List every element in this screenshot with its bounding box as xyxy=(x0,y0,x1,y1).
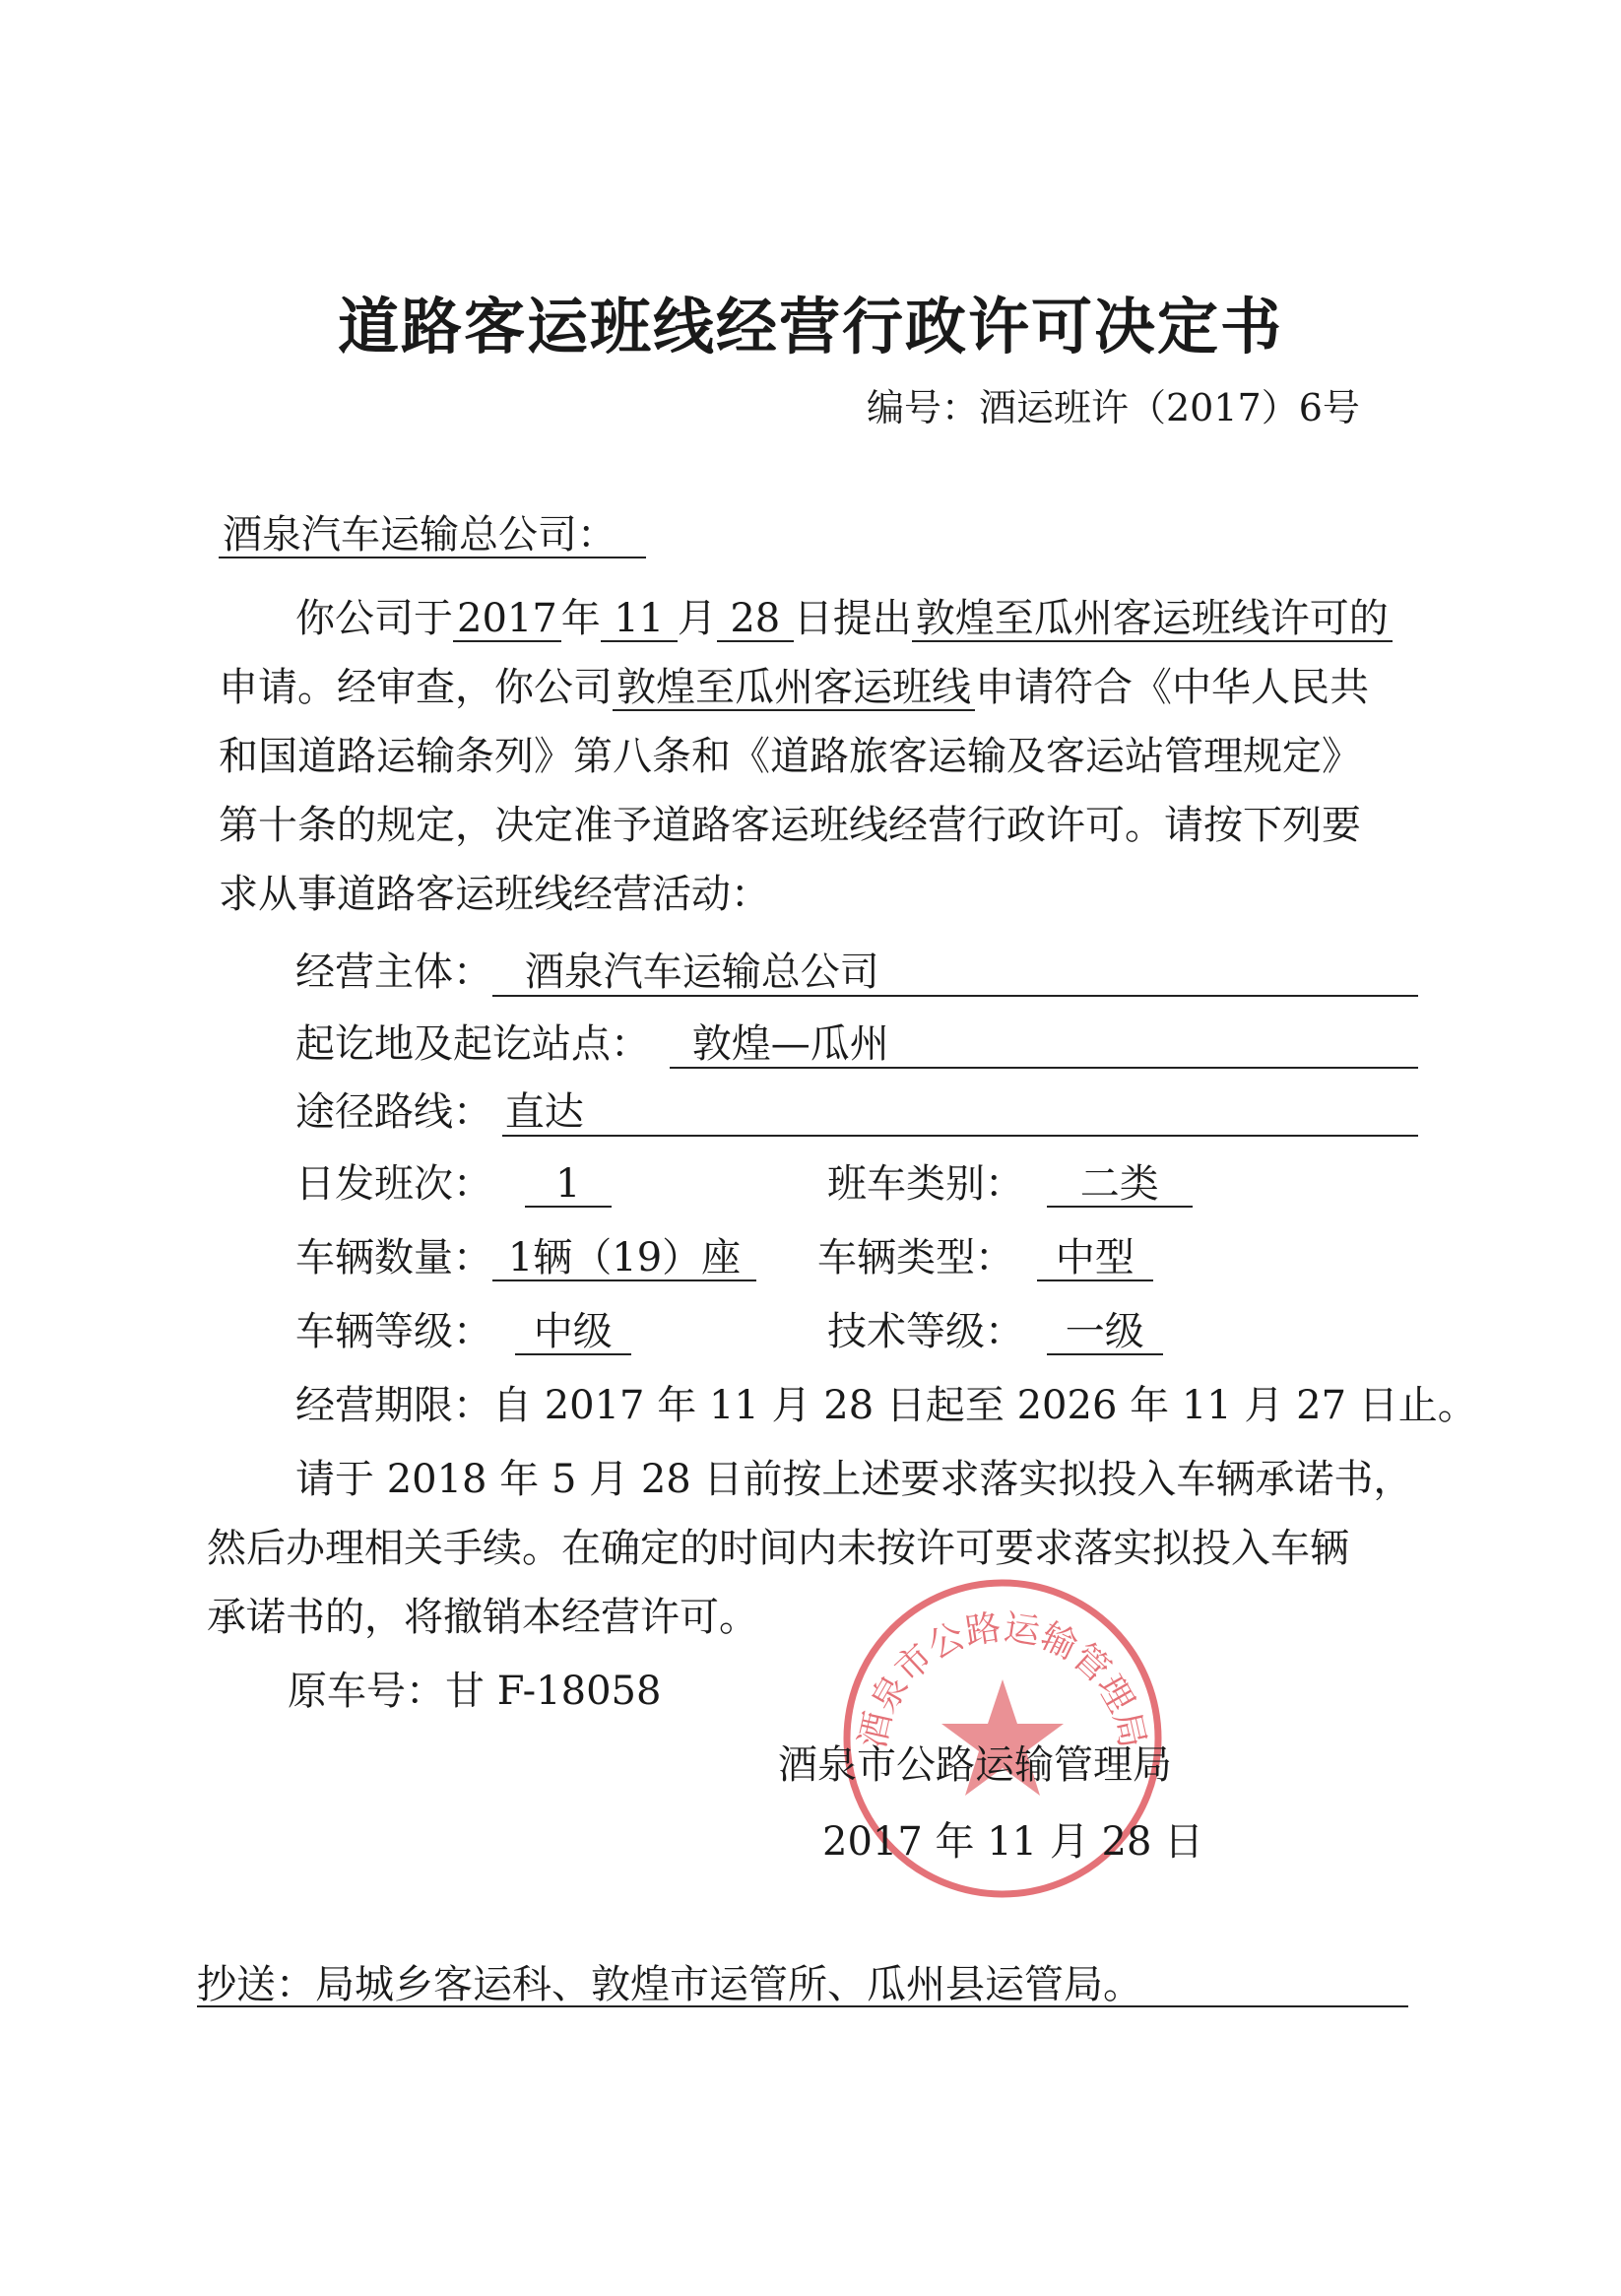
para1-line2: 申请。经审查，你公司 敦煌至瓜州客运班线 申请符合《中华人民共 xyxy=(219,665,1369,710)
para1-line3: 和国道路运输条列》第八条和《道路旅客运输及客运站管理规定》 xyxy=(219,734,1361,779)
operator-field xyxy=(295,941,879,997)
cc-rule xyxy=(197,2005,1408,2007)
operator-label: 经营主体： xyxy=(295,950,492,995)
route-label: 起讫地及起讫站点： xyxy=(295,1021,650,1067)
document-title: 道路客运班线经营行政许可决定书 xyxy=(337,291,1283,362)
class-field xyxy=(827,1152,1193,1209)
signature-date: 2017 年 11 月 28 日 xyxy=(822,1819,1204,1865)
para1-line1: 你公司于 2017 年 11 月 28 日提出 敦煌至瓜州客运班线许可的 xyxy=(295,587,1393,643)
para2-line3: 承诺书的，将撤销本经营许可。 xyxy=(207,1595,758,1640)
path-rule xyxy=(502,1135,1418,1137)
addressee xyxy=(219,512,646,558)
signature-org: 酒泉市公路运输管理局 xyxy=(778,1742,1172,1788)
svg-text:酒泉市公路运输管理局: 酒泉市公路运输管理局 xyxy=(852,1607,1153,1752)
daily-label: 日发班次： xyxy=(295,1161,492,1207)
operating-term: 经营期限：自 2017 年 11 月 28 日起至 2026 年 11 月 27 日止。 xyxy=(295,1383,1477,1428)
grade-field xyxy=(295,1300,631,1356)
operator-value: 酒泉汽车运输总公司 xyxy=(524,950,879,995)
apply-route: 敦煌至瓜州客运班线 xyxy=(613,666,975,711)
addressee-name: 酒泉汽车运输总公司： xyxy=(219,513,646,558)
qty-value: 1辆（19）座 xyxy=(492,1236,756,1281)
apply-subject: 敦煌至瓜州客运班线许可的 xyxy=(912,597,1393,642)
qty-field xyxy=(295,1226,756,1282)
para2-line2: 然后办理相关手续。在确定的时间内未按许可要求落实拟投入车辆 xyxy=(207,1526,1349,1571)
class-label: 班车类别： xyxy=(827,1161,1024,1207)
tech-value: 一级 xyxy=(1047,1310,1163,1355)
grade-value: 中级 xyxy=(515,1310,631,1355)
tech-label: 技术等级： xyxy=(827,1309,1024,1354)
daily-value: 1 xyxy=(525,1162,612,1208)
tech-field xyxy=(827,1300,1163,1356)
route-value: 敦煌—瓜州 xyxy=(691,1021,889,1067)
daily-field xyxy=(295,1152,612,1209)
class-value: 二类 xyxy=(1047,1162,1193,1208)
apply-year: 2017 xyxy=(453,597,561,642)
cc-line: 抄送：局城乡客运科、敦煌市运管所、瓜州县运管局。 xyxy=(197,1962,1142,2007)
apply-month: 11 xyxy=(601,597,678,642)
para2-line1: 请于 2018 年 5 月 28 日前按上述要求落实拟投入车辆承诺书， xyxy=(295,1457,1413,1502)
type-label: 车辆类型： xyxy=(817,1235,1014,1280)
route-field xyxy=(295,1013,889,1069)
path-field xyxy=(295,1081,584,1137)
para1-line5: 求从事道路客运班线经营活动： xyxy=(219,872,770,917)
document-number: 编号：酒运班许（2017）6号 xyxy=(867,386,1360,429)
path-value: 直达 xyxy=(504,1089,584,1135)
type-field xyxy=(817,1226,1153,1282)
grade-label: 车辆等级： xyxy=(295,1309,492,1354)
qty-label: 车辆数量： xyxy=(295,1235,492,1280)
type-value: 中型 xyxy=(1037,1236,1153,1281)
original-plate: 原车号：甘 F-18058 xyxy=(288,1669,662,1714)
route-rule xyxy=(670,1067,1418,1069)
para1-line4: 第十条的规定，决定准予道路客运班线经营行政许可。请按下列要 xyxy=(219,803,1361,848)
apply-day: 28 xyxy=(717,597,794,642)
operator-rule xyxy=(492,995,1418,997)
path-label: 途径路线： xyxy=(295,1089,492,1135)
